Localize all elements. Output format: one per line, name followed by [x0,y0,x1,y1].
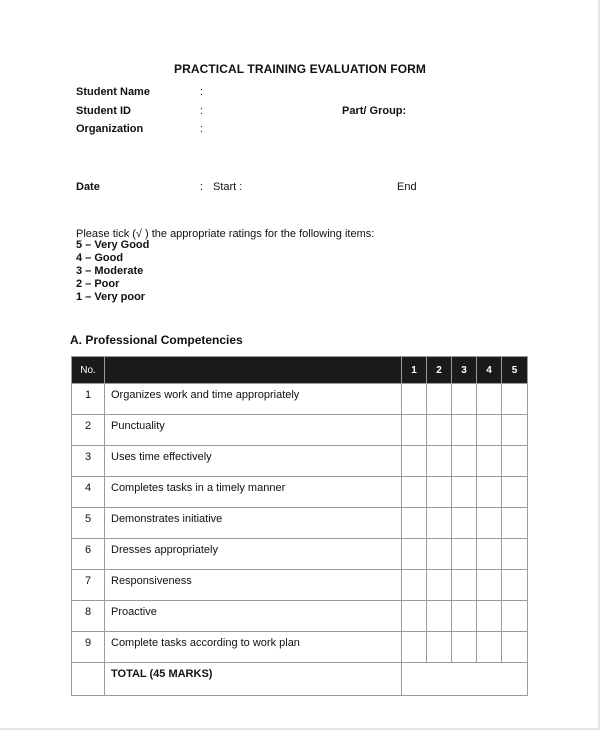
organization-label: Organization [76,123,144,135]
rating-cell-2[interactable] [427,384,452,415]
instructions-text: Please tick (√ ) the appropriate ratings for the following items: [76,228,375,240]
table-row [72,570,528,601]
row-number: 5 [72,508,105,539]
scale-item: 2 – Poor [76,278,120,290]
organization-colon: : [200,123,204,135]
rating-cell-1[interactable] [402,570,427,601]
rating-cell-2[interactable] [427,539,452,570]
rating-cell-3[interactable] [452,384,477,415]
table-row [72,632,528,663]
rating-cell-3[interactable] [452,415,477,446]
row-number: 2 [72,415,105,446]
row-number: 3 [72,446,105,477]
rating-cell-5[interactable] [502,384,528,415]
end-label: End [397,181,417,193]
rating-cell-3[interactable] [452,477,477,508]
table-row [72,508,528,539]
rating-cell-4[interactable] [477,384,502,415]
column-header-rating-4: 4 [477,357,502,384]
rating-cell-4[interactable] [477,446,502,477]
rating-cell-4[interactable] [477,601,502,632]
column-header-rating-3: 3 [452,357,477,384]
date-label: Date [76,181,100,193]
scale-item: 4 – Good [76,252,124,264]
rating-cell-2[interactable] [427,446,452,477]
rating-cell-2[interactable] [427,601,452,632]
scale-item: 1 – Very poor [76,291,146,303]
rating-cell-1[interactable] [402,477,427,508]
section-a-title: A. Professional Competencies [70,333,243,347]
row-number: 4 [72,477,105,508]
rating-cell-1[interactable] [402,601,427,632]
table-row [72,384,528,415]
row-number: 8 [72,601,105,632]
student-name-colon: : [200,86,204,98]
row-item: Uses time effectively [105,446,402,477]
row-item: Proactive [105,601,402,632]
total-row [72,663,528,696]
rating-cell-2[interactable] [427,415,452,446]
rating-cell-4[interactable] [477,570,502,601]
rating-cell-1[interactable] [402,415,427,446]
student-id-label: Student ID [76,105,131,117]
part-group-label: Part/ Group: [342,105,407,117]
row-number: 1 [72,384,105,415]
rating-cell-1[interactable] [402,632,427,663]
rating-cell-5[interactable] [502,508,528,539]
rating-cell-5[interactable] [502,570,528,601]
row-number: 9 [72,632,105,663]
rating-cell-5[interactable] [502,477,528,508]
row-item: Completes tasks in a timely manner [105,477,402,508]
row-item: Dresses appropriately [105,539,402,570]
table-row [72,601,528,632]
rating-cell-3[interactable] [452,539,477,570]
rating-cell-4[interactable] [477,539,502,570]
row-item: Responsiveness [105,570,402,601]
rating-cell-3[interactable] [452,570,477,601]
column-header-item [105,357,402,384]
rating-cell-3[interactable] [452,601,477,632]
form-title: PRACTICAL TRAINING EVALUATION FORM [173,62,427,76]
row-number: 7 [72,570,105,601]
competencies-table [71,356,528,696]
start-label: Start : [213,181,243,193]
table-row [72,415,528,446]
rating-cell-4[interactable] [477,415,502,446]
rating-cell-1[interactable] [402,539,427,570]
row-item: Complete tasks according to work plan [105,632,402,663]
row-number: 6 [72,539,105,570]
rating-cell-5[interactable] [502,539,528,570]
column-header-rating-5: 5 [502,357,528,384]
rating-cell-2[interactable] [427,570,452,601]
rating-cell-3[interactable] [452,446,477,477]
row-item: Punctuality [105,415,402,446]
rating-cell-1[interactable] [402,446,427,477]
rating-cell-5[interactable] [502,446,528,477]
rating-cell-2[interactable] [427,632,452,663]
rating-cell-1[interactable] [402,508,427,539]
table-row [72,477,528,508]
table-row [72,446,528,477]
total-number-cell [72,663,105,696]
rating-cell-2[interactable] [427,477,452,508]
date-colon: : [200,181,204,193]
scale-item: 5 – Very Good [76,239,150,251]
scale-item: 3 – Moderate [76,265,144,277]
column-header-no: No. [72,357,105,384]
rating-cell-4[interactable] [477,632,502,663]
rating-cell-4[interactable] [477,508,502,539]
rating-cell-5[interactable] [502,632,528,663]
rating-cell-5[interactable] [502,601,528,632]
row-item: Demonstrates initiative [105,508,402,539]
rating-cell-4[interactable] [477,477,502,508]
rating-cell-3[interactable] [452,632,477,663]
total-label: TOTAL (45 MARKS) [105,663,402,696]
table-header-row [72,357,528,384]
rating-cell-5[interactable] [502,415,528,446]
student-name-label: Student Name [76,86,150,98]
rating-cell-1[interactable] [402,384,427,415]
student-id-colon: : [200,105,204,117]
column-header-rating-2: 2 [427,357,452,384]
row-item: Organizes work and time appropriately [105,384,402,415]
total-score-cell[interactable] [402,663,528,696]
rating-cell-2[interactable] [427,508,452,539]
column-header-rating-1: 1 [402,357,427,384]
table-row [72,539,528,570]
rating-cell-3[interactable] [452,508,477,539]
